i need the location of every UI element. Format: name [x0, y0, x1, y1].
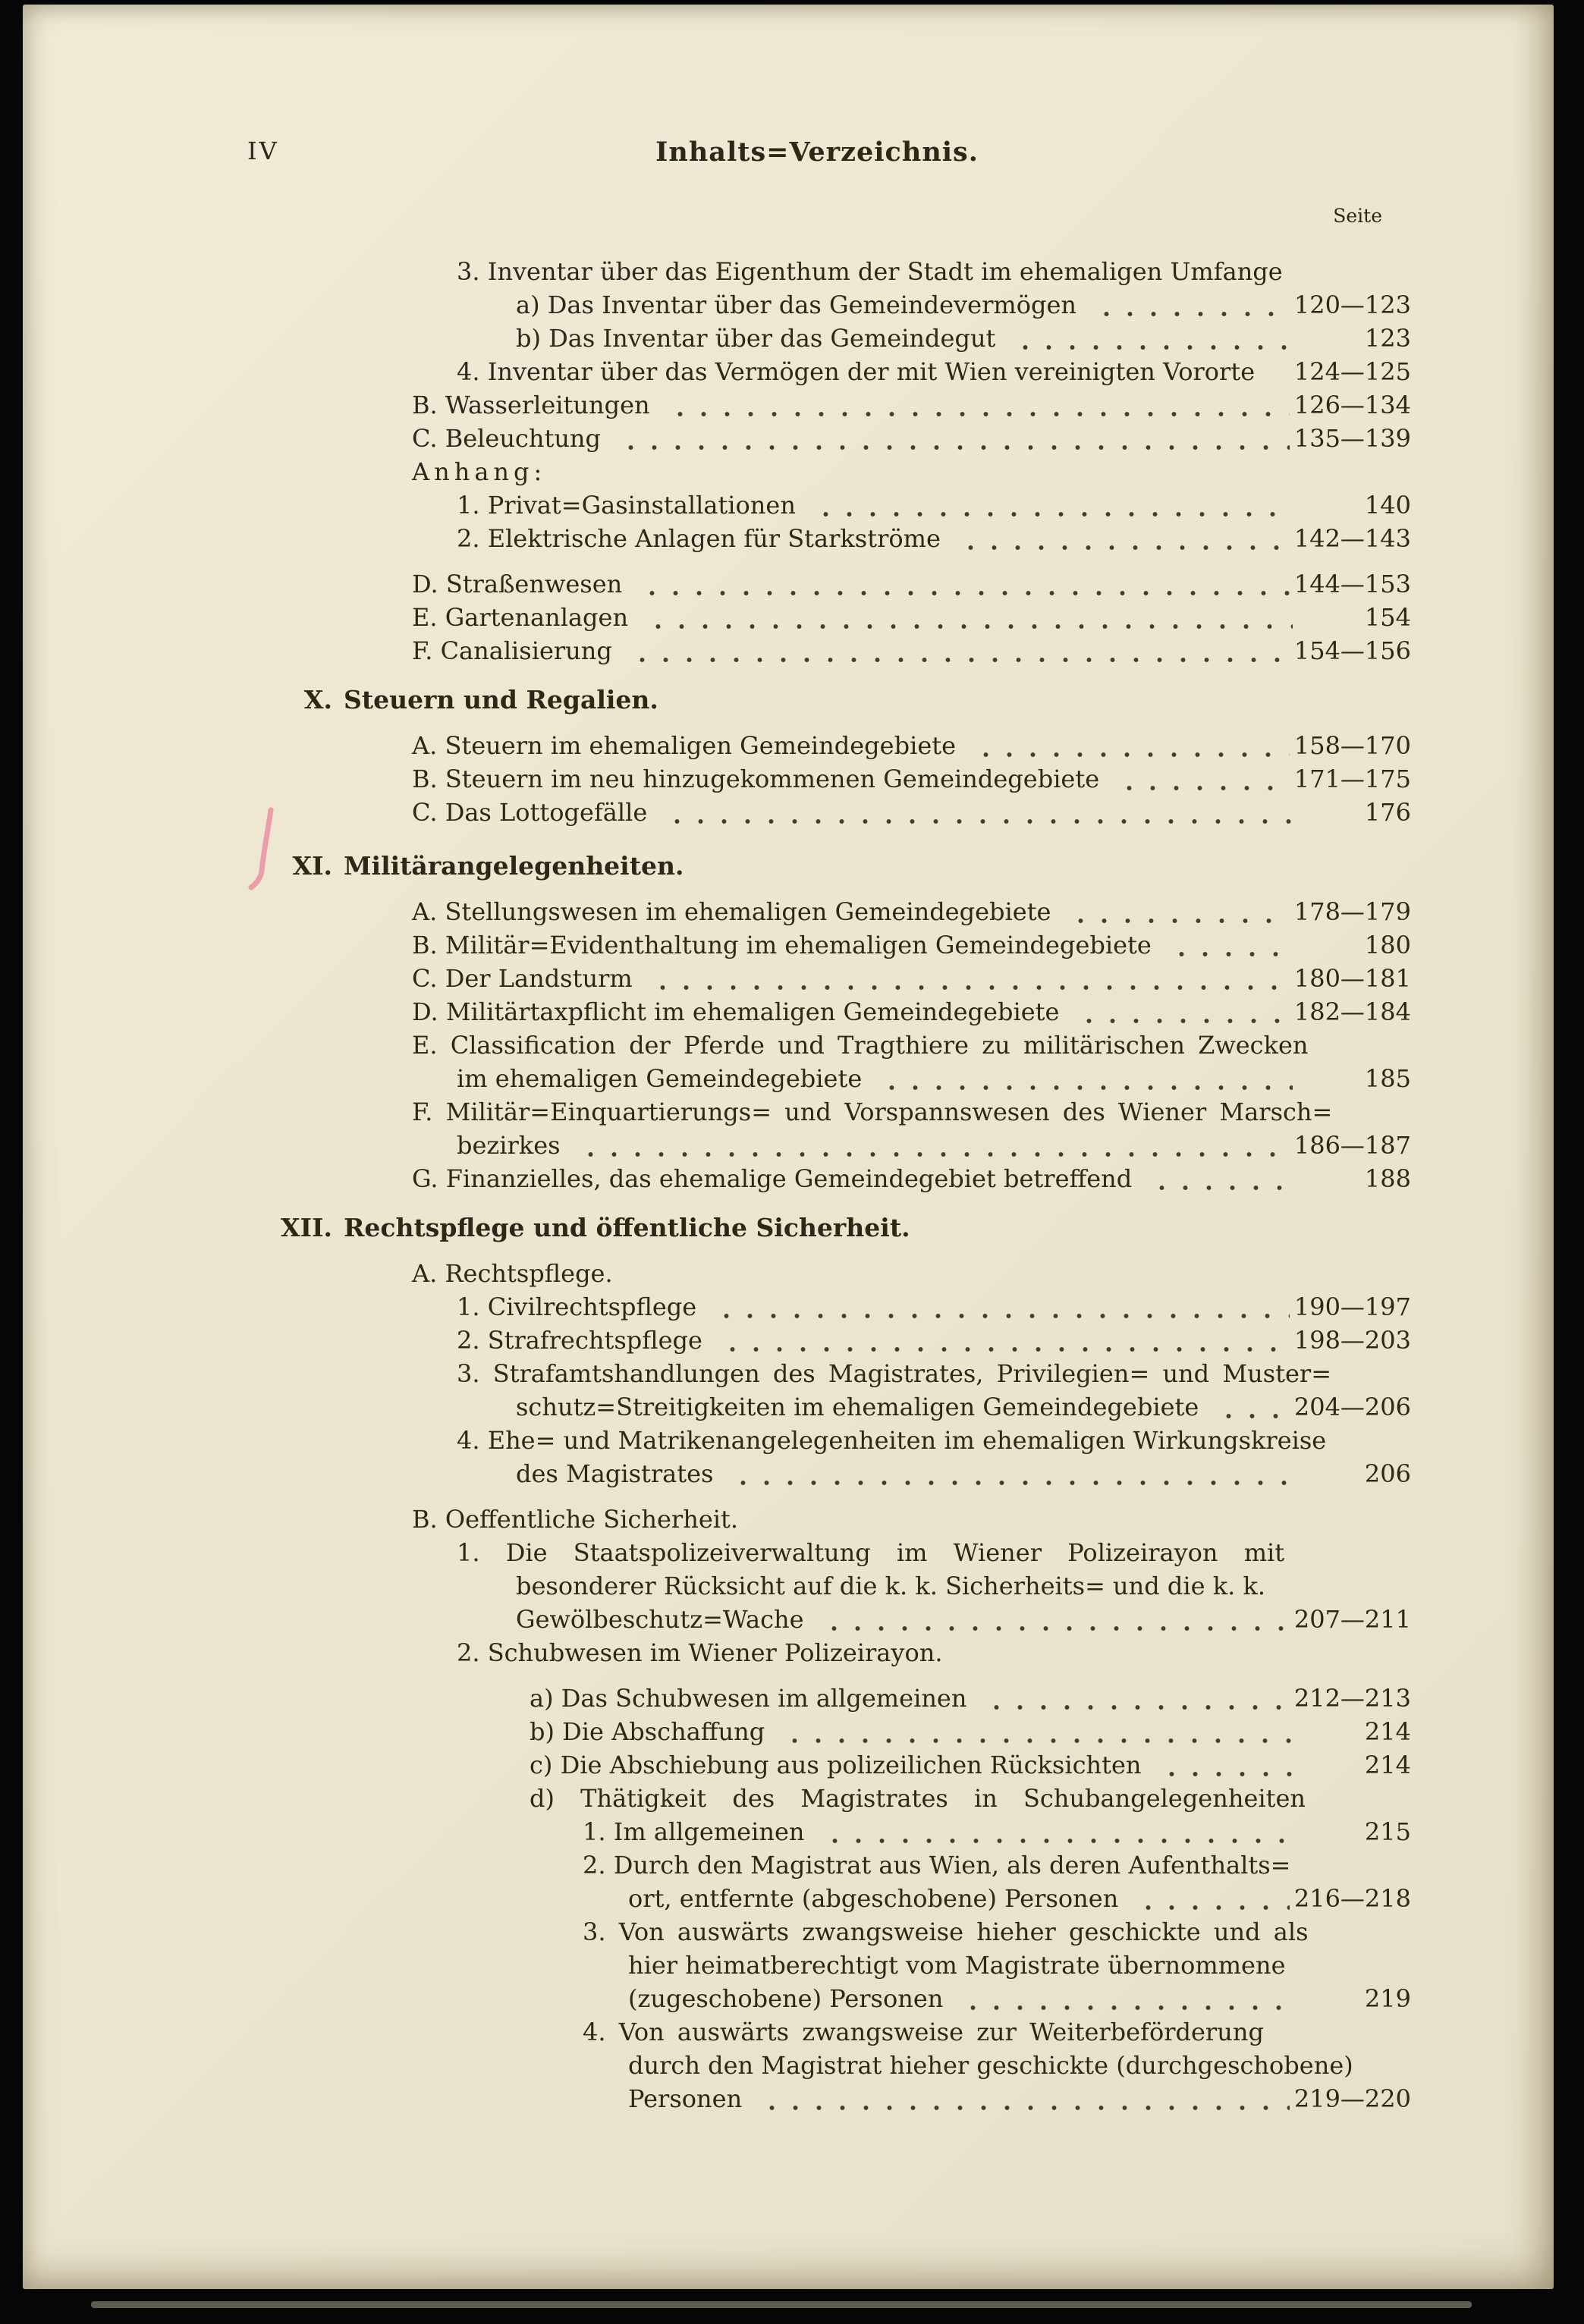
entry-text: 1. Civilrechtspflege	[457, 1292, 697, 1321]
entry-text: b) Das Inventar über das Gemeindegut	[516, 324, 996, 353]
page-range: 219	[1364, 1984, 1411, 2013]
toc-entry	[23, 1815, 1411, 1848]
toc-entry	[23, 1324, 1411, 1357]
toc-entry	[23, 1029, 1411, 1062]
page-range: 154	[1364, 603, 1411, 632]
entry-text: c) Die Abschiebung aus polizeilichen Rücksichten	[530, 1751, 1142, 1779]
entry-text: 3. Inventar über das Eigenthum der Stadt im ehemaligen Umfange	[457, 257, 1283, 286]
page-range: 198—203	[1293, 1326, 1411, 1355]
entry-text: besonderer Rücksicht auf die k. k. Sicherheits= und die k. k.	[516, 1572, 1266, 1600]
toc-entry	[23, 601, 1411, 634]
entry-text: B. Steuern im neu hinzugekommenen Gemeindegebiete	[412, 765, 1100, 793]
entry-text: C. Der Landsturm	[412, 964, 633, 993]
entry-text: Rechtspflege und öffentliche Sicherheit.	[344, 1213, 910, 1242]
entry-text: E. Gartenanlagen	[412, 603, 629, 632]
page-range: 123	[1364, 324, 1411, 353]
toc-entry	[23, 796, 1411, 829]
toc-entry	[23, 1949, 1411, 1982]
toc-entry	[23, 522, 1411, 555]
entry-text: ort, entfernte (abgeschobene) Personen	[628, 1884, 1119, 1913]
section-numeral: XII.	[281, 1213, 332, 1242]
entry-text: 1. Die Staatspolizeiverwaltung im Wiener Polizeirayon mit	[457, 1538, 1285, 1567]
toc-entry	[23, 2015, 1411, 2049]
section-numeral: X.	[303, 685, 332, 714]
page-range: 214	[1364, 1751, 1411, 1779]
toc-entry	[23, 1457, 1411, 1490]
toc-entry	[23, 1915, 1411, 1949]
page-range: 144—153	[1293, 570, 1411, 598]
toc-entry	[23, 355, 1411, 388]
entry-text: Anhang:	[412, 457, 547, 486]
page-range: 140	[1364, 491, 1411, 520]
entry-text: 2. Strafrechtspflege	[457, 1326, 702, 1355]
page-range: 215	[1364, 1817, 1411, 1846]
entry-text: bezirkes	[457, 1131, 561, 1160]
toc-entry	[23, 1748, 1411, 1782]
entry-text: 2. Elektrische Anlagen für Starkströme	[457, 524, 941, 553]
entry-text: Steuern und Regalien.	[344, 685, 658, 714]
dot-leader	[953, 522, 1290, 555]
page-range: 216—218	[1293, 1884, 1411, 1913]
entry-text: schutz=Streitigkeiten im ehemaligen Gemeindegebiete	[516, 1393, 1199, 1421]
dot-leader	[1144, 1162, 1293, 1195]
page-range: 214	[1364, 1717, 1411, 1746]
toc-entry	[23, 1503, 1411, 1536]
page-range: 135—139	[1293, 424, 1411, 453]
toc-entry	[23, 1095, 1411, 1129]
toc-entry	[23, 1129, 1411, 1162]
entry-text: 3. Strafamtshandlungen des Magistrates, Privilegien= und Muster=	[457, 1359, 1332, 1388]
next-page-edge	[91, 2301, 1472, 2308]
toc-entry	[23, 322, 1411, 355]
toc-entry	[23, 567, 1411, 601]
entry-text: E. Classification der Pferde und Tragthiere zu militärischen Zwecken	[412, 1031, 1309, 1060]
entry-text: des Magistrates	[516, 1459, 714, 1488]
dot-leader	[709, 1290, 1290, 1324]
dot-leader	[1154, 1748, 1293, 1782]
toc-entry	[23, 995, 1411, 1029]
toc-entry	[23, 1162, 1411, 1195]
dot-leader	[659, 796, 1293, 829]
page-range: 207—211	[1293, 1605, 1411, 1634]
section-heading	[23, 683, 1411, 717]
dot-leader	[817, 1815, 1293, 1848]
entry-text: B. Wasserleitungen	[412, 391, 650, 419]
dot-leader	[1089, 288, 1290, 322]
dot-leader	[662, 388, 1290, 422]
page-range: 186—187	[1293, 1131, 1411, 1160]
toc-entry	[23, 1257, 1411, 1290]
entry-text: durch den Magistrat hieher geschickte (durchgeschobene)	[628, 2051, 1353, 2080]
dot-leader	[634, 567, 1290, 601]
entry-text: C. Beleuchtung	[412, 424, 602, 453]
toc-entry	[23, 1062, 1411, 1095]
toc-entry	[23, 2082, 1411, 2115]
toc-entry	[23, 422, 1411, 455]
entry-text: D. Militärtaxpflicht im ehemaligen Gemeindegebiete	[412, 997, 1060, 1026]
toc-entry	[23, 962, 1411, 995]
entry-text: B. Oeffentliche Sicherheit.	[412, 1505, 739, 1534]
toc-entry	[23, 2049, 1411, 2082]
toc-entry	[23, 1603, 1411, 1636]
entry-text: 2. Durch den Magistrat aus Wien, als deren Aufenthalts=	[583, 1851, 1291, 1880]
section-numeral: XI.	[292, 851, 332, 881]
dot-leader	[1267, 355, 1290, 388]
entry-text: (zugeschobene) Personen	[628, 1984, 944, 2013]
section-heading	[23, 850, 1411, 883]
entry-text: A. Stellungswesen im ehemaligen Gemeindegebiete	[412, 897, 1051, 926]
toc-entry	[23, 1290, 1411, 1324]
page-range: 188	[1364, 1164, 1411, 1193]
toc-entry	[23, 488, 1411, 522]
page-range: 120—123	[1293, 290, 1411, 319]
dot-leader	[1130, 1882, 1290, 1915]
entry-text: 4. Von auswärts zwangsweise zur Weiterbeförderung	[583, 2018, 1264, 2046]
toc-entry	[23, 1782, 1411, 1815]
entry-text: Gewölbeschutz=Wache	[516, 1605, 804, 1634]
dot-leader	[573, 1129, 1290, 1162]
page-range: 212—213	[1293, 1684, 1411, 1713]
entry-text: G. Finanzielles, das ehemalige Gemeindegebiet betreffend	[412, 1164, 1133, 1193]
toc-entry	[23, 1636, 1411, 1669]
page-range: 142—143	[1293, 524, 1411, 553]
dot-leader	[1007, 322, 1293, 355]
dot-leader	[777, 1715, 1293, 1748]
dot-leader	[624, 634, 1290, 667]
dot-leader	[874, 1062, 1293, 1095]
entry-text: im ehemaligen Gemeindegebiete	[457, 1064, 863, 1093]
dot-leader	[754, 2082, 1290, 2115]
dot-leader	[1164, 928, 1293, 962]
dot-leader	[1063, 895, 1289, 928]
toc-entry	[23, 1882, 1411, 1915]
dot-leader	[979, 1682, 1289, 1715]
toc-rows	[23, 255, 1411, 2115]
entry-text: A. Steuern im ehemaligen Gemeindegebiete	[412, 731, 957, 760]
section-heading	[23, 1211, 1411, 1245]
entry-text: Militärangelegenheiten.	[344, 851, 684, 881]
dot-leader	[955, 1982, 1293, 2015]
entry-text: Personen	[628, 2084, 743, 2113]
page-range: 176	[1364, 798, 1411, 827]
dot-leader	[816, 1603, 1290, 1636]
entry-text: F. Canalisierung	[412, 636, 612, 665]
toc-entry	[23, 1682, 1411, 1715]
entry-text: a) Das Inventar über das Gemeindevermögen	[516, 290, 1076, 319]
toc-entry	[23, 1715, 1411, 1748]
entry-text: A. Rechtspflege.	[412, 1259, 613, 1288]
toc-entry	[23, 255, 1411, 288]
toc-entry	[23, 1848, 1411, 1882]
toc-entry	[23, 1982, 1411, 2015]
entry-text: 3. Von auswärts zwangsweise hieher geschickte und als	[583, 1917, 1309, 1946]
entry-text: C. Das Lottogefälle	[412, 798, 648, 827]
toc-entry	[23, 1424, 1411, 1457]
entry-text: D. Straßenwesen	[412, 570, 623, 598]
page-range: 180	[1364, 931, 1411, 959]
entry-text: b) Die Abschaffung	[530, 1717, 765, 1746]
toc-entry	[23, 1536, 1411, 1569]
entry-text: 4. Ehe= und Matrikenangelegenheiten im ehemaligen Wirkungskreise	[457, 1426, 1327, 1455]
entry-text: hier heimatberechtigt vom Magistrate übernommene	[628, 1951, 1286, 1980]
folio-number: IV	[247, 137, 279, 165]
page-range: 190—197	[1293, 1292, 1411, 1321]
dot-leader	[968, 729, 1290, 762]
dot-leader	[613, 422, 1290, 455]
toc-entry	[23, 928, 1411, 962]
dot-leader	[1071, 995, 1289, 1029]
toc-entry	[23, 729, 1411, 762]
pages-column-label: Seite	[1333, 205, 1382, 227]
toc-entry	[23, 762, 1411, 796]
dot-leader	[1111, 762, 1290, 796]
page-range: 158—170	[1293, 731, 1411, 760]
page-range: 124—125	[1293, 357, 1411, 386]
page-range: 154—156	[1293, 636, 1411, 665]
entry-text: 1. Im allgemeinen	[583, 1817, 805, 1846]
entry-text: d) Thätigkeit des Magistrates in Schubangelegenheiten	[530, 1784, 1306, 1813]
dot-leader	[808, 488, 1293, 522]
scanned-page	[23, 5, 1554, 2289]
dot-leader	[640, 601, 1293, 634]
toc-entry	[23, 895, 1411, 928]
entry-text: B. Militär=Evidenthaltung im ehemaligen Gemeindegebiete	[412, 931, 1152, 959]
page-range: 206	[1364, 1459, 1411, 1488]
page-range: 180—181	[1293, 964, 1411, 993]
page-range: 126—134	[1293, 391, 1411, 419]
toc-entry	[23, 634, 1411, 667]
toc-entry	[23, 1357, 1411, 1390]
page-range: 182—184	[1293, 997, 1411, 1026]
dot-leader	[725, 1457, 1293, 1490]
dot-leader	[645, 962, 1290, 995]
dot-leader	[715, 1324, 1290, 1357]
page-range: 204—206	[1293, 1393, 1411, 1421]
toc-entry	[23, 455, 1411, 488]
page-range: 178—179	[1293, 897, 1411, 926]
entry-text: 2. Schubwesen im Wiener Polizeirayon.	[457, 1638, 943, 1667]
toc-entry	[23, 388, 1411, 422]
page-range: 171—175	[1293, 765, 1411, 793]
dot-leader	[1211, 1390, 1290, 1424]
page-title: Inhalts=Verzeichnis.	[655, 137, 979, 168]
page-range: 219—220	[1293, 2084, 1411, 2113]
entry-text: 1. Privat=Gasinstallationen	[457, 491, 796, 520]
toc-entry	[23, 1390, 1411, 1424]
toc-entry	[23, 288, 1411, 322]
entry-text: F. Militär=Einquartierungs= und Vorspannswesen des Wiener Marsch=	[412, 1098, 1333, 1126]
page-range: 185	[1364, 1064, 1411, 1093]
toc-entry	[23, 1569, 1411, 1603]
entry-text: a) Das Schubwesen im allgemeinen	[530, 1684, 967, 1713]
entry-text: 4. Inventar über das Vermögen der mit Wien vereinigten Vororte	[457, 357, 1256, 386]
